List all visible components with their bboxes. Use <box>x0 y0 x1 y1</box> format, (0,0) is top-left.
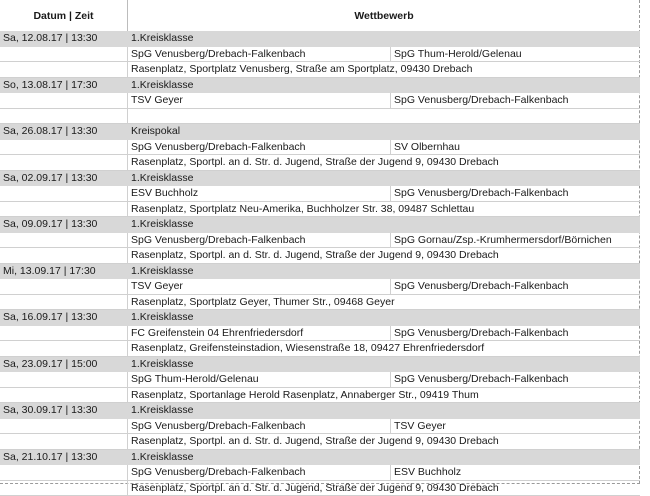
match-venue-row <box>0 248 640 264</box>
column-divider <box>127 233 128 264</box>
match-teams-row <box>0 279 640 295</box>
team-divider <box>390 326 391 342</box>
match-date-time: Sa, 12.08.17 | 13:30 <box>3 31 127 47</box>
match-header-row <box>0 310 640 326</box>
match-competition: 1.Kreisklasse <box>131 357 631 373</box>
away-team: SpG Venusberg/Drebach-Falkenbach <box>394 372 639 388</box>
home-team: TSV Geyer <box>131 93 391 109</box>
home-team: SpG Venusberg/Drebach-Falkenbach <box>131 465 391 481</box>
match-block <box>0 357 640 404</box>
match-venue-row <box>0 388 640 404</box>
match-block <box>0 310 640 357</box>
match-block <box>0 31 640 78</box>
home-team: SpG Venusberg/Drebach-Falkenbach <box>131 419 391 435</box>
competition-column-header: Wettbewerb <box>128 0 640 31</box>
match-venue: Rasenplatz, Sportplatz Neu-Amerika, Buchholzer Str. 38, 09487 Schlettau <box>131 202 636 218</box>
match-date-time: Mi, 13.09.17 | 17:30 <box>3 264 127 280</box>
match-venue-row <box>0 202 640 218</box>
match-list <box>0 31 640 496</box>
match-venue-row <box>0 155 640 171</box>
away-team: SV Olbernhau <box>394 140 639 156</box>
match-teams-row <box>0 233 640 249</box>
match-date-time: Sa, 09.09.17 | 13:30 <box>3 217 127 233</box>
home-team: SpG Thum-Herold/Gelenau <box>131 372 391 388</box>
match-competition: 1.Kreisklasse <box>131 403 631 419</box>
match-date-time: Sa, 23.09.17 | 15:00 <box>3 357 127 373</box>
match-venue <box>131 109 636 125</box>
home-team: SpG Venusberg/Drebach-Falkenbach <box>131 47 391 63</box>
date-time-column-header: Datum | Zeit <box>0 0 127 31</box>
away-team: SpG Gornau/Zsp.-Krumhermersdorf/Börnichen <box>394 233 639 249</box>
home-team: SpG Venusberg/Drebach-Falkenbach <box>131 140 391 156</box>
team-divider <box>390 419 391 435</box>
match-block <box>0 217 640 264</box>
match-teams-row <box>0 186 640 202</box>
match-header-row <box>0 78 640 94</box>
match-block <box>0 450 640 496</box>
team-divider <box>390 93 391 109</box>
match-header-row <box>0 124 640 140</box>
match-venue: Rasenplatz, Sportpl. an d. Str. d. Jugend, Straße der Jugend 9, 09430 Drebach <box>131 434 636 450</box>
column-divider <box>127 465 128 496</box>
match-header-row <box>0 171 640 187</box>
column-divider <box>127 419 128 450</box>
team-divider <box>390 233 391 249</box>
column-divider <box>127 279 128 310</box>
match-venue-row <box>0 109 640 125</box>
team-divider <box>390 140 391 156</box>
column-divider <box>127 326 128 357</box>
team-divider <box>390 465 391 481</box>
match-competition: 1.Kreisklasse <box>131 78 631 94</box>
away-team: TSV Geyer <box>394 419 639 435</box>
match-venue-row <box>0 295 640 311</box>
home-team: ESV Buchholz <box>131 186 391 202</box>
home-team: SpG Venusberg/Drebach-Falkenbach <box>131 233 391 249</box>
column-divider <box>127 372 128 403</box>
away-team: SpG Thum-Herold/Gelenau <box>394 47 639 63</box>
match-venue: Rasenplatz, Sportplatz Geyer, Thumer Str., 09468 Geyer <box>131 295 636 311</box>
away-team: SpG Venusberg/Drebach-Falkenbach <box>394 279 639 295</box>
match-teams-row <box>0 93 640 109</box>
match-competition: 1.Kreisklasse <box>131 450 631 466</box>
match-venue: Rasenplatz, Sportpl. an d. Str. d. Jugend, Straße der Jugend 9, 09430 Drebach <box>131 248 636 264</box>
column-divider <box>127 93 128 124</box>
match-teams-row <box>0 465 640 481</box>
match-block <box>0 171 640 218</box>
match-teams-row <box>0 372 640 388</box>
match-block <box>0 78 640 125</box>
table-header <box>0 0 640 31</box>
team-divider <box>390 47 391 63</box>
match-header-row <box>0 450 640 466</box>
match-competition: Kreispokal <box>131 124 631 140</box>
column-divider <box>127 47 128 78</box>
away-team: SpG Venusberg/Drebach-Falkenbach <box>394 186 639 202</box>
match-competition: 1.Kreisklasse <box>131 217 631 233</box>
away-team: ESV Buchholz <box>394 465 639 481</box>
match-date-time: Sa, 26.08.17 | 13:30 <box>3 124 127 140</box>
column-divider <box>127 140 128 171</box>
match-header-row <box>0 217 640 233</box>
match-block <box>0 264 640 311</box>
team-divider <box>390 372 391 388</box>
match-competition: 1.Kreisklasse <box>131 31 631 47</box>
match-competition: 1.Kreisklasse <box>131 310 631 326</box>
match-teams-row <box>0 419 640 435</box>
column-divider <box>127 186 128 217</box>
match-header-row <box>0 357 640 373</box>
match-venue-row <box>0 341 640 357</box>
match-competition: 1.Kreisklasse <box>131 264 631 280</box>
match-teams-row <box>0 326 640 342</box>
match-venue: Rasenplatz, Sportanlage Herold Rasenplatz, Annaberger Str., 09419 Thum <box>131 388 636 404</box>
match-teams-row <box>0 140 640 156</box>
match-venue: Rasenplatz, Sportplatz Venusberg, Straße am Sportplatz, 09430 Drebach <box>131 62 636 78</box>
match-teams-row <box>0 47 640 63</box>
match-venue: Rasenplatz, Sportpl. an d. Str. d. Jugend, Straße der Jugend 9, 09430 Drebach <box>131 481 636 496</box>
match-competition: 1.Kreisklasse <box>131 171 631 187</box>
team-divider <box>390 279 391 295</box>
match-block <box>0 124 640 171</box>
home-team: TSV Geyer <box>131 279 391 295</box>
away-team: SpG Venusberg/Drebach-Falkenbach <box>394 326 639 342</box>
match-venue-row <box>0 434 640 450</box>
match-date-time: Sa, 02.09.17 | 13:30 <box>3 171 127 187</box>
match-header-row <box>0 31 640 47</box>
match-header-row <box>0 403 640 419</box>
match-date-time: Sa, 16.09.17 | 13:30 <box>3 310 127 326</box>
match-date-time: Sa, 21.10.17 | 13:30 <box>3 450 127 466</box>
match-venue-row <box>0 62 640 78</box>
home-team: FC Greifenstein 04 Ehrenfriedersdorf <box>131 326 391 342</box>
match-date-time: Sa, 30.09.17 | 13:30 <box>3 403 127 419</box>
away-team: SpG Venusberg/Drebach-Falkenbach <box>394 93 639 109</box>
match-header-row <box>0 264 640 280</box>
match-venue: Rasenplatz, Greifensteinstadion, Wiesenstraße 18, 09427 Ehrenfriedersdorf <box>131 341 636 357</box>
match-date-time: So, 13.08.17 | 17:30 <box>3 78 127 94</box>
match-venue: Rasenplatz, Sportpl. an d. Str. d. Jugend, Straße der Jugend 9, 09430 Drebach <box>131 155 636 171</box>
team-divider <box>390 186 391 202</box>
match-block <box>0 403 640 450</box>
match-venue-row <box>0 481 640 496</box>
